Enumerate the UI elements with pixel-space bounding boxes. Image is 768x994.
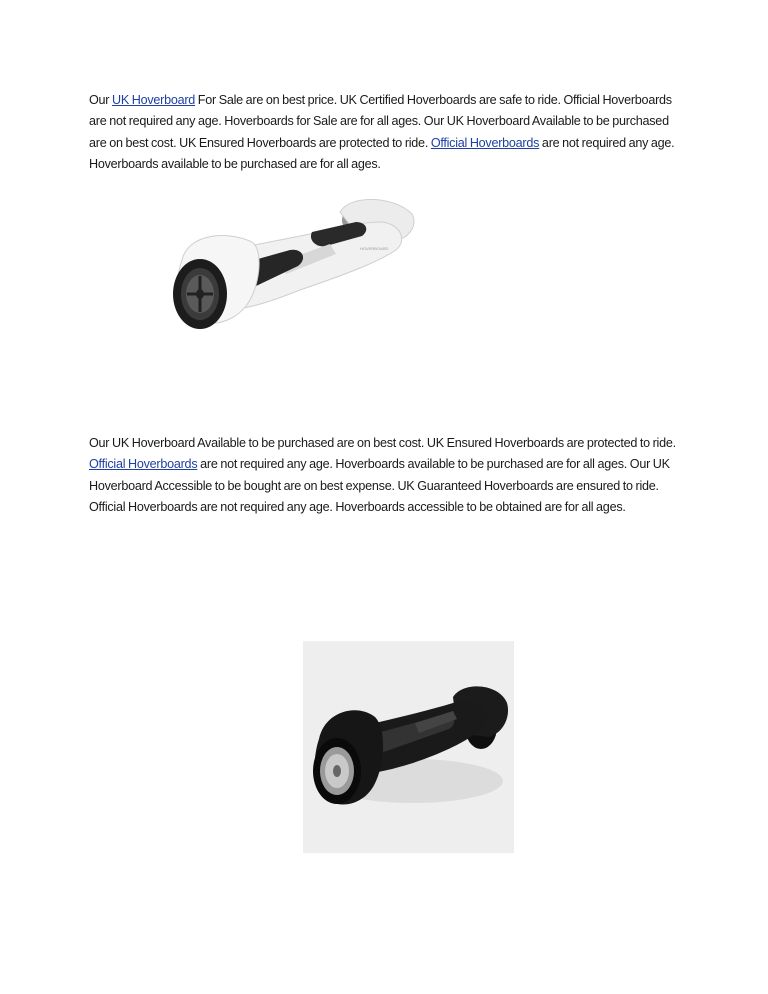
white-hoverboard-image (160, 192, 420, 352)
paragraph-2-text-b: are not required any age. Hoverboards available to be purchased are for all ages. Our UK Hoverboard Accessible to be bought are on best expense. UK Guaranteed Hoverboards are ensured to ride. Official Hoverboards are not required any age. Hoverboards accessible to be obtained are for all ages. (89, 457, 670, 515)
uk-hoverboard-link[interactable]: UK Hoverboard (112, 93, 196, 107)
paragraph-2-text-a: Our UK Hoverboard Available to be purchased are on best cost. UK Ensured Hoverboards are protected to ride. (89, 436, 676, 450)
svg-text:HOVERBOARD: HOVERBOARD (360, 246, 389, 251)
official-hoverboards-link[interactable]: Official Hoverboards (430, 135, 540, 150)
paragraph-1-text-b: For Sale are on best price. UK Certified Hoverboards are safe to ride. Official Hoverboards are not required any age. Hoverboards for Sale are for all ages. Our UK Hoverboard Available to be purchased are on best cost. UK Ensured Hoverboards are protected to ride. (89, 93, 672, 150)
paragraph-1-text-a: Our (89, 93, 112, 107)
paragraph-2 (89, 433, 681, 519)
official-hoverboards-link-2[interactable]: Official Hoverboards (89, 457, 198, 472)
paragraph-1 (89, 90, 681, 176)
paragraph-1-text-c: are not required any age. Hoverboards available to be purchased are for all ages. (89, 135, 675, 172)
black-hoverboard-image (303, 641, 514, 853)
